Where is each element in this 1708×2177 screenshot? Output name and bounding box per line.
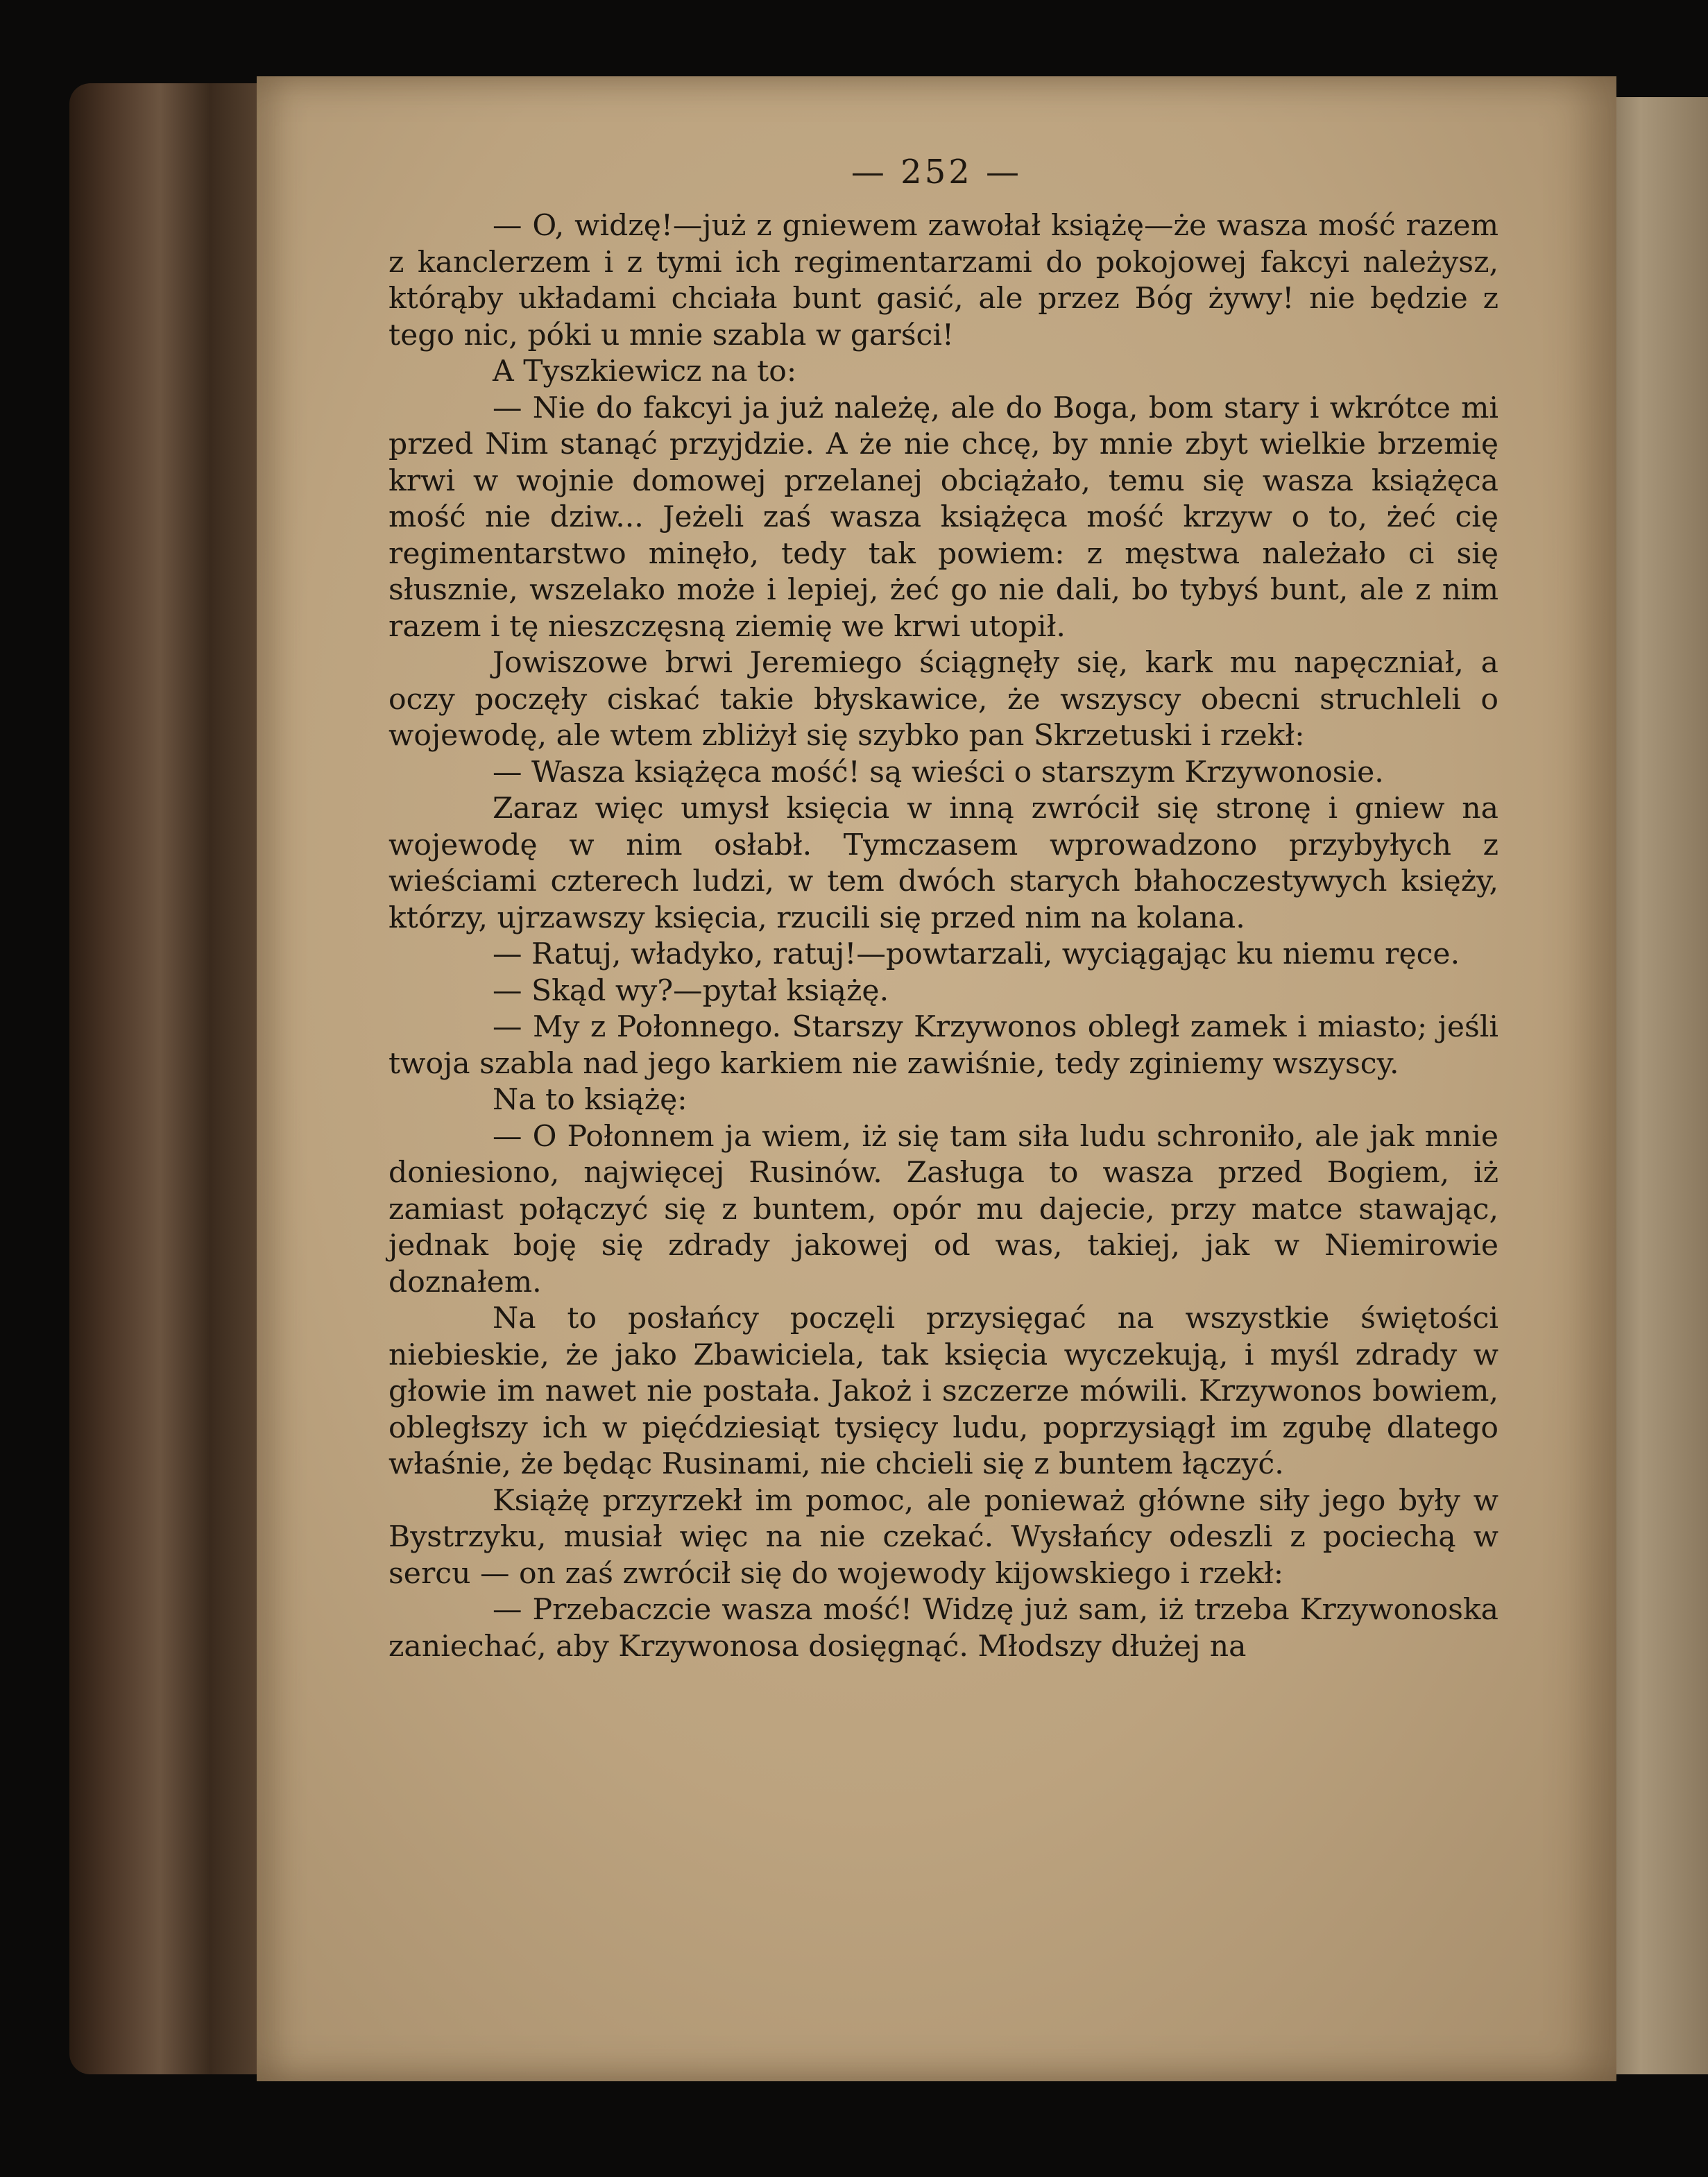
- paragraph: Jowiszowe brwi Jeremiego ściągnęły się, kark mu napęczniał, a oczy poczęły ciskać takie błyskawice, że wszyscy obecni struchleli o wojewodę, ale wtem zbliżył się szybko pan Skrzetuski i rzekł:: [388, 646, 1498, 753]
- paragraph: Na to posłańcy poczęli przysięgać na wszystkie świętości niebieskie, że jako Zbawiciela, tak księcia wyczekują, i myśl zdrady w głowie im nawet nie postała. Jakoż i szczerze mówili. Krzywonos bowiem, obległszy ich w pięćdziesiąt tysięcy ludu, poprzysiągł im zgubę dlatego właśnie, że będąc Rusinami, nie chcieli się z buntem łączyć.: [388, 1301, 1498, 1481]
- paragraph: — O Połonnem ja wiem, iż się tam siła ludu schroniło, ale jak mnie doniesiono, najwięcej Rusinów. Zasługa to wasza przed Bogiem, iż zamiast połączyć się z buntem, opór mu dajecie, przy matce stawając, jednak boję się zdrady jakowej od was, takiej, jak w Niemirowie doznałem.: [388, 1119, 1498, 1299]
- page-number: — 252 —: [851, 153, 1023, 191]
- paragraph: — Nie do fakcyi ja już należę, ale do Boga, bom stary i wkrótce mi przed Nim stanąć przyjdzie. A że nie chcę, by mnie zbyt wielkie brzemię krwi w wojnie domowej przelanej obciążało, temu się wasza książęca mość nie dziw... Jeżeli zaś wasza książęca mość krzyw o to, żeć cię regimentarstwo minęło, tedy tak powiem: z męstwa należało ci się słusznie, wszelako może i lepiej, żeć go nie dali, bo tybyś bunt, ale z nim razem i tę nieszczęsną ziemię we krwi utopił.: [388, 391, 1498, 644]
- paragraph: Na to książę:: [493, 1083, 688, 1117]
- book-page-edges: [69, 83, 271, 2074]
- paragraph: — O, widzę!—już z gniewem zawołał książę—że wasza mość razem z kanclerzem i z tymi ich regimentarzami do pokojowej fakcyi należysz, którąby układami chciała bunt gasić, ale przez Bóg żywy! nie będzie z tego nic, póki u mnie szabla w garści!: [388, 209, 1498, 352]
- paragraph: — Wasza książęca mość! są wieści o starszym Krzywonosie.: [493, 755, 1384, 789]
- paragraph: — Przebaczcie wasza mość! Widzę już sam, iż trzeba Krzywonoska zaniechać, aby Krzywonosa dosięgnąć. Młodszy dłużej na: [388, 1593, 1498, 1664]
- paragraph: Książę przyrzekł im pomoc, ale ponieważ główne siły jego były w Bystrzyku, musiał więc na nie czekać. Wysłańcy odeszli z pociechą w sercu — on zaś zwrócił się do wojewody kijowskiego i rzekł:: [388, 1483, 1498, 1591]
- paragraph: — Skąd wy?—pytał książę.: [493, 973, 889, 1008]
- paragraph: Zaraz więc umysł księcia w inną zwrócił się stronę i gniew na wojewodę w nim osłabł. Tymczasem wprowadzono przybyłych z wieściami czterech ludzi, w tem dwóch starych błahoczestywych księży, którzy, ujrzawszy księcia, rzucili się przed nim na kolana.: [388, 792, 1498, 935]
- paragraph: A Tyszkiewicz na to:: [493, 355, 797, 389]
- body-text: [388, 208, 1498, 1665]
- paragraph: — Ratuj, władyko, ratuj!—powtarzali, wyciągając ku niemu ręce.: [493, 937, 1460, 971]
- paragraph: — My z Połonnego. Starszy Krzywonos obległ zamek i miasto; jeśli twoja szabla nad jego karkiem nie zawiśnie, tedy zginiemy wszyscy.: [388, 1010, 1498, 1081]
